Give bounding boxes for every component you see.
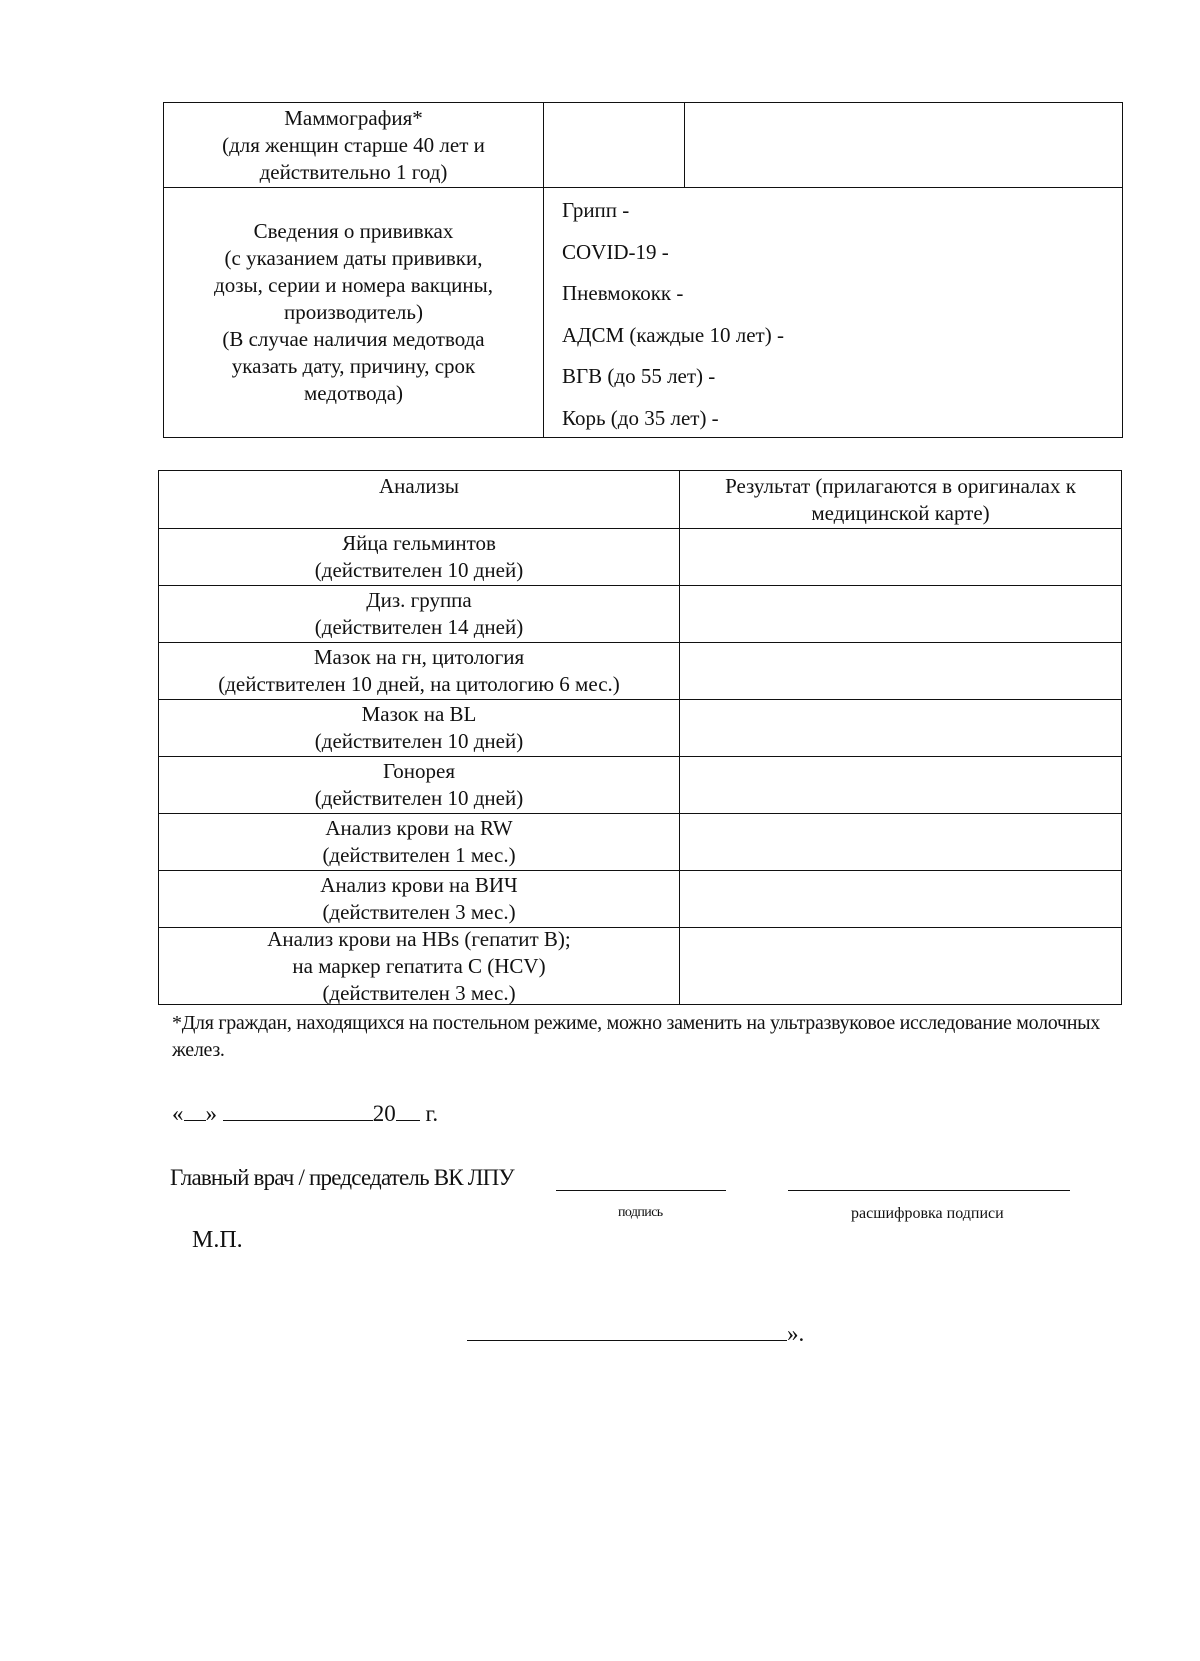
analysis-title: Гонорея	[382, 759, 455, 783]
vaccination-table	[163, 102, 1123, 438]
chief-doctor-label: Главный врач / председатель ВК ЛПУ	[170, 1165, 514, 1190]
vaccinations-label-line: медотвода)	[303, 381, 404, 405]
table-row	[159, 928, 1121, 1004]
vaccinations-label-line: производитель)	[284, 300, 423, 324]
analysis-name	[159, 757, 680, 813]
table-row	[159, 643, 1121, 700]
analysis-name	[159, 700, 680, 756]
vaccine-item-covid: COVID-19 -	[562, 239, 669, 264]
result-header-line: Результат (прилагаются в оригиналах к	[725, 474, 1076, 498]
analysis-validity: (действителен 10 дней)	[314, 729, 524, 753]
table-row	[159, 586, 1121, 643]
analysis-validity: (действителен 14 дней)	[314, 615, 524, 639]
analysis-title: Мазок на BL	[361, 702, 477, 726]
analysis-result-cell[interactable]	[680, 643, 1121, 699]
vaccinations-label-line: (с указанием даты прививки,	[224, 246, 483, 270]
vaccine-item-measles: Корь (до 35 лет) -	[562, 405, 719, 430]
analysis-title: Анализ крови на ВИЧ	[320, 873, 518, 897]
mammography-title: Маммография*	[284, 105, 423, 130]
mammography-row	[164, 103, 1122, 188]
analysis-result-cell[interactable]	[680, 700, 1121, 756]
analysis-title: Анализ крови на RW	[325, 816, 513, 840]
table-row	[159, 529, 1121, 586]
date-open-quote: «	[172, 1101, 184, 1126]
analysis-title: Анализ крови на HBs (гепатит В);	[267, 926, 571, 951]
table-row	[159, 814, 1121, 871]
result-header-line: медицинской карте)	[811, 501, 990, 525]
mammography-date-cell[interactable]	[544, 103, 685, 187]
date-day-field[interactable]	[184, 1098, 206, 1121]
analyses-table	[158, 470, 1122, 1005]
analysis-result-cell[interactable]	[680, 586, 1121, 642]
signature-decode-caption: расшифровка подписи	[851, 1205, 1004, 1222]
table-row	[159, 757, 1121, 814]
mammography-condition: (для женщин старше 40 лет и	[222, 132, 485, 157]
analysis-name	[159, 871, 680, 927]
bottom-field[interactable]	[467, 1320, 787, 1341]
analyses-header-row	[159, 471, 1121, 529]
date-month-field[interactable]	[223, 1098, 373, 1121]
vaccinations-label-line: (В случае наличия медотвода	[222, 327, 485, 351]
bottom-close-quote: ».	[787, 1321, 805, 1346]
analysis-name	[159, 928, 680, 1004]
footnote: *Для граждан, находящихся на постельном режиме, можно заменить на ультразвуковое исследование молочных желез.	[172, 1012, 1100, 1061]
analysis-result-cell[interactable]	[680, 757, 1121, 813]
date-line	[172, 1098, 438, 1127]
analysis-validity: (действителен 10 дней)	[314, 558, 524, 582]
analysis-name	[159, 814, 680, 870]
mammography-validity: действительно 1 год)	[259, 159, 448, 184]
analysis-subtitle: на маркер гепатита С (HCV)	[292, 953, 546, 978]
date-year-field[interactable]	[396, 1098, 420, 1121]
date-year-suffix: г.	[425, 1101, 439, 1126]
analysis-validity: (действителен 10 дней, на цитологию 6 мес.)	[218, 672, 620, 696]
vaccinations-label-line: Сведения о прививках	[253, 219, 454, 243]
analysis-validity: (действителен 10 дней)	[314, 786, 524, 810]
vaccine-item-flu: Грипп -	[562, 198, 630, 222]
analysis-result-cell[interactable]	[680, 814, 1121, 870]
signature-caption: подпись	[618, 1205, 663, 1220]
analysis-name	[159, 529, 680, 585]
table-row	[159, 871, 1121, 928]
analyses-header-result	[680, 471, 1121, 528]
date-close-quote: »	[205, 1101, 217, 1126]
vaccine-item-hepatitis-b: ВГВ (до 55 лет) -	[562, 364, 716, 388]
analysis-name	[159, 643, 680, 699]
date-year-prefix: 20	[372, 1101, 396, 1126]
vaccinations-label	[164, 188, 544, 437]
analysis-validity: (действителен 3 мес.)	[322, 980, 516, 1005]
vaccine-item-adsm: АДСМ (каждые 10 лет) -	[562, 322, 784, 347]
analysis-validity: (действителен 3 мес.)	[322, 900, 516, 924]
mammography-label	[164, 103, 544, 187]
bottom-field-line	[467, 1320, 804, 1347]
analysis-result-cell[interactable]	[680, 871, 1121, 927]
analysis-result-cell[interactable]	[680, 928, 1121, 1004]
vaccinations-label-line: указать дату, причину, срок	[231, 354, 476, 378]
vaccinations-list[interactable]	[544, 188, 1122, 437]
vaccinations-row	[164, 188, 1122, 437]
analysis-validity: (действителен 1 мес.)	[322, 843, 516, 867]
analysis-name	[159, 586, 680, 642]
analysis-title: Мазок на гн, цитология	[313, 645, 525, 669]
analysis-title: Яйца гельминтов	[342, 531, 496, 555]
table-row	[159, 700, 1121, 757]
signature-decode-field[interactable]	[788, 1190, 1070, 1191]
analyses-header-name: Анализы	[159, 471, 680, 528]
vaccinations-label-line: дозы, серии и номера вакцины,	[214, 273, 493, 297]
vaccine-item-pneumococcus: Пневмококк -	[562, 281, 684, 305]
analysis-title: Диз. группа	[366, 588, 472, 612]
stamp-place-label: М.П.	[192, 1227, 243, 1253]
signature-field[interactable]	[556, 1190, 726, 1191]
analysis-result-cell[interactable]	[680, 529, 1121, 585]
